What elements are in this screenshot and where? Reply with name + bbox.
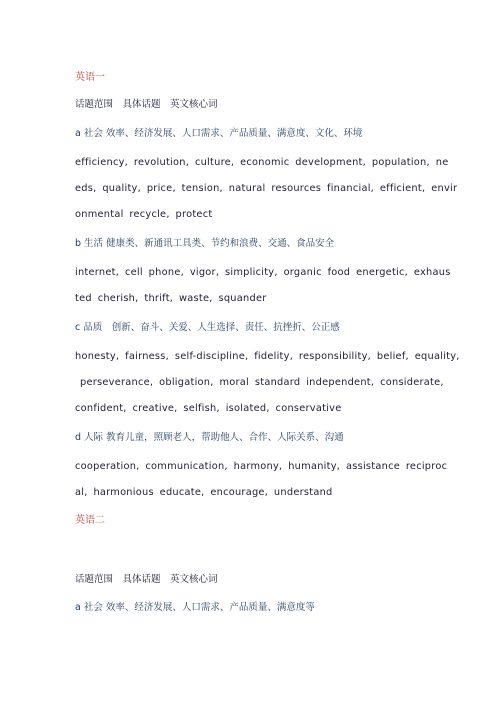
keywords-line: ted cherish, thrift, waste, squander bbox=[75, 293, 267, 304]
section-title: 英语二 bbox=[75, 515, 105, 526]
topic-line: c 品质 创新、奋斗、关爱、人生选择、责任、抗挫折、公正感 bbox=[75, 322, 340, 333]
keywords-line: confident, creative, selfish, isolated, conservative bbox=[75, 403, 342, 414]
topic-line: d 人际 教育儿童，照顾老人，帮助他人、合作、人际关系、沟通 bbox=[75, 432, 344, 443]
keywords-line: honesty, fairness, self-discipline, fidelity, responsibility, belief, equality, bbox=[75, 351, 460, 362]
keywords-line: cooperation, communication, harmony, humanity, assistance reciproc bbox=[75, 461, 448, 472]
table-header: 话题范围 具体话题 英文核心词 bbox=[75, 574, 218, 585]
keywords-line: internet, cell phone, vigor, simplicity, organic food energetic, exhaus bbox=[75, 267, 451, 278]
topic-line: b 生活 健康类、新通讯工具类、节约和浪费、交通、食品安全 bbox=[75, 238, 335, 249]
keywords-line: perseverance, obligation, moral standard independent, considerate, bbox=[80, 377, 444, 388]
topic-line: a 社会 效率、经济发展、人口需求、产品质量、满意度等 bbox=[75, 602, 315, 613]
table-header: 话题范围 具体话题 英文核心词 bbox=[75, 99, 218, 110]
keywords-line: efficiency, revolution, culture, economic development, population, ne bbox=[75, 157, 449, 168]
keywords-line: onmental recycle, protect bbox=[75, 209, 213, 220]
topic-line: a 社会 效率、经济发展、人口需求、产品质量、满意度、文化、环境 bbox=[75, 128, 363, 139]
section-title: 英语一 bbox=[75, 72, 105, 83]
keywords-line: al, harmonious educate, encourage, understand bbox=[75, 487, 333, 498]
keywords-line: eds, quality, price, tension, natural resources financial, efficient, envir bbox=[75, 183, 458, 194]
